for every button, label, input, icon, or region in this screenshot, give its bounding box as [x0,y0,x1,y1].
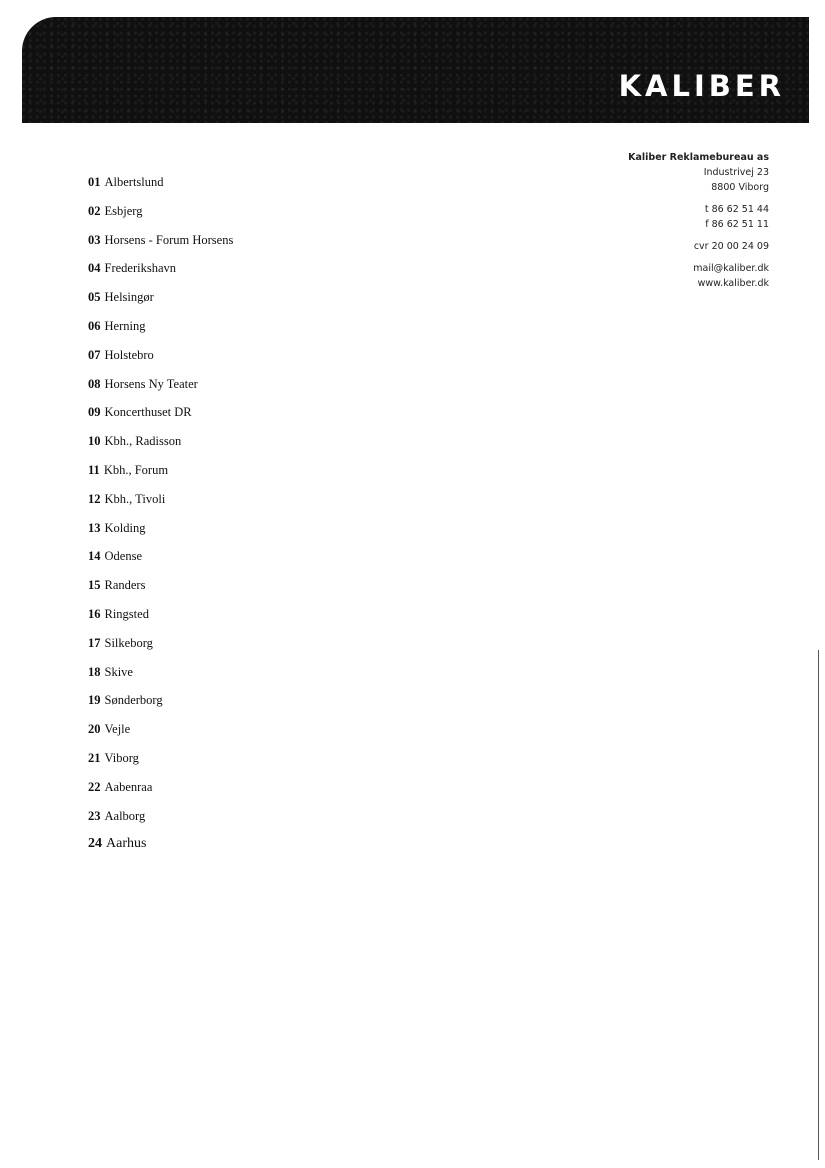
venue-number: 24 [88,836,102,852]
venue-number: 19 [88,693,101,708]
venue-name: Skive [104,664,133,679]
venue-name: Vejle [104,722,131,737]
venue-name: Kolding [104,520,146,535]
venue-number: 03 [88,232,101,247]
venue-item [88,201,233,230]
venue-item [88,604,233,633]
venue-number: 20 [88,722,101,737]
venue-name: Randers [104,578,146,593]
cvr-number: cvr 20 00 24 09 [693,241,769,252]
venue-item [88,662,233,691]
venue-number: 11 [88,462,100,477]
venue-name: Koncerthuset DR [104,405,192,420]
venue-name: Horsens - Forum Horsens [104,232,234,247]
venue-item [88,460,233,489]
venue-item [88,690,233,719]
venue-name: Holstebro [104,347,154,362]
kaliber-logo: KALIBER [618,69,785,103]
venue-number: 12 [88,491,101,506]
venue-item [88,575,233,604]
venue-name: Aalborg [104,808,146,823]
street-address: Industrivej 23 [703,167,769,178]
venue-item [88,287,233,316]
venue-item [88,546,233,575]
venue-name: Sønderborg [104,693,163,708]
venue-number: 06 [88,318,101,333]
email-address: mail@kaliber.dk [693,263,769,274]
venue-item [88,518,233,547]
venue-number: 10 [88,434,101,449]
venue-list [88,172,233,863]
venue-item [88,374,233,403]
venue-name: Viborg [104,750,139,765]
venue-name: Odense [104,549,142,564]
venue-number: 21 [88,750,101,765]
venue-item [88,489,233,518]
venue-item [88,431,233,460]
venue-item [88,402,233,431]
venue-name: Ringsted [104,606,149,621]
venue-item [88,719,233,748]
fax-number: f 86 62 51 11 [705,219,769,230]
city-address: 8800 Viborg [711,182,769,193]
venue-number: 18 [88,664,101,679]
venue-name: Herning [104,318,146,333]
venue-item [88,834,233,863]
venue-name: Silkeborg [104,635,153,650]
venue-item [88,777,233,806]
venue-number: 07 [88,347,101,362]
venue-name: Kbh., Forum [103,462,169,477]
venue-number: 15 [88,578,101,593]
venue-number: 17 [88,635,101,650]
phone-number: t 86 62 51 44 [704,204,769,215]
venue-name: Albertslund [104,175,164,189]
company-name: Kaliber Reklamebureau as [628,152,769,163]
venue-name: Frederikshavn [104,261,177,276]
venue-name: Horsens Ny Teater [104,376,198,391]
venue-item [88,316,233,345]
venue-number: 08 [88,376,101,391]
venue-item [88,258,233,287]
venue-name: Kbh., Radisson [104,434,182,449]
website-url: www.kaliber.dk [697,278,769,289]
venue-item [88,806,233,835]
venue-number: 14 [88,549,101,564]
venue-number: 05 [88,290,101,305]
venue-number: 22 [88,779,101,794]
contact-block [628,150,769,291]
venue-item [88,345,233,374]
venue-number: 01 [88,175,101,189]
venue-name: Aabenraa [104,779,153,794]
venue-item [88,230,233,259]
venue-number: 02 [88,203,101,218]
venue-number: 13 [88,520,101,535]
venue-name: Helsingør [104,290,154,305]
venue-name: Kbh., Tivoli [104,491,166,506]
venue-item [88,172,233,201]
venue-item [88,633,233,662]
venue-number: 09 [88,405,101,420]
venue-item [88,748,233,777]
venue-name: Esbjerg [104,203,143,218]
scan-edge-line [818,650,819,1160]
venue-number: 16 [88,606,101,621]
venue-name: Aarhus [106,836,147,852]
venue-number: 23 [88,808,101,823]
venue-number: 04 [88,261,101,276]
